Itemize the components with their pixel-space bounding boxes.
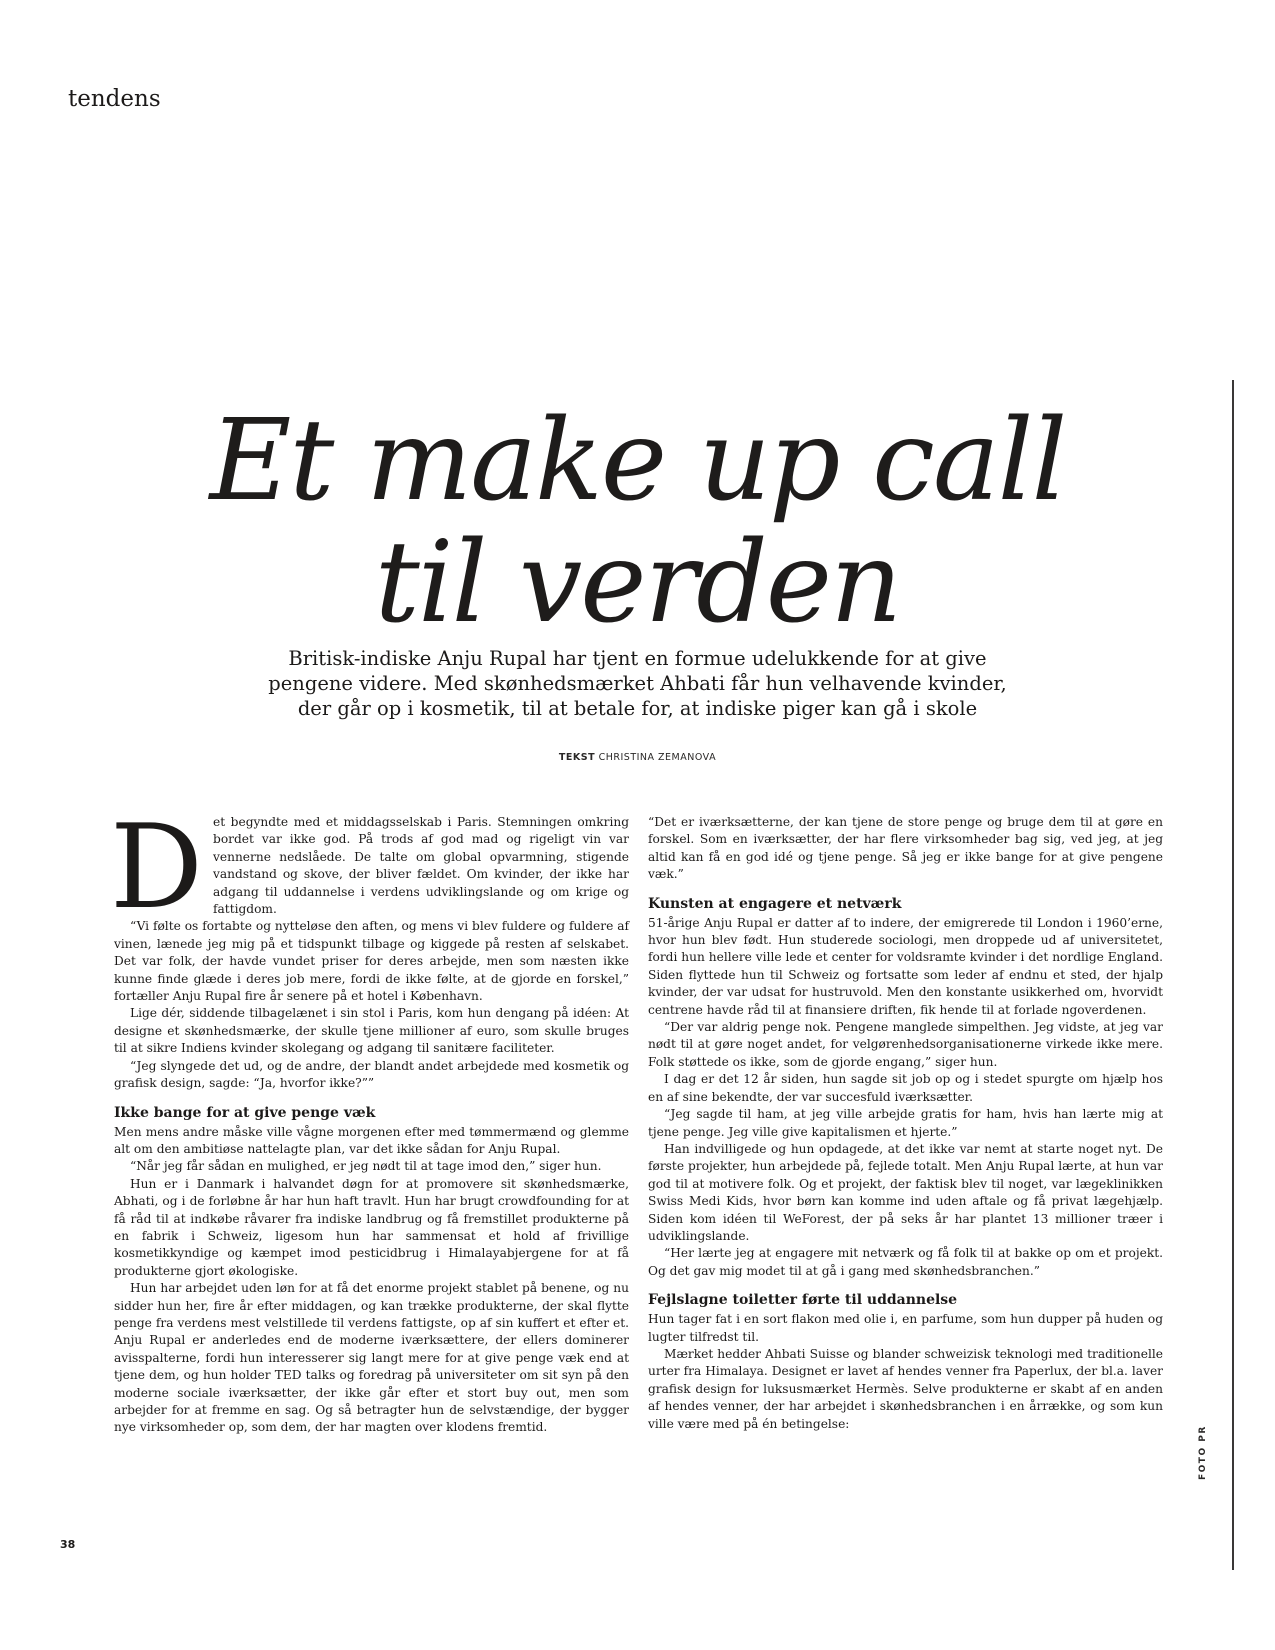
standfirst-line-3: der går op i kosmetik, til at betale for, at indiske piger kan gå i skole xyxy=(297,697,978,720)
subheading: Fejlslagne toiletter førte til uddannelse xyxy=(648,1292,958,1309)
headline-line-1: Et make up call xyxy=(209,396,1066,526)
article-paragraph: Hun er i Danmark i halvandet døgn for at promovere sit skønhedsmærke, Abhati, og i de forløbne år har hun haft travlt. Hun har brugt crowdfounding for at få råd til at indkøbe råvarer fra indiske landbrug og få fremstillet produkterne på en fabrik i Schweiz, ligesom hun har sammensat et hold af frivillige kosmetikkyndige og kæmpet imod pesticidbrug i Himalayabjergene for at få produkterne gjort økologiske. xyxy=(114,1176,629,1278)
article-paragraph: Han indvilligede og hun opdagede, at det ikke var nemt at starte noget nyt. De første projekter, hun arbejdede på, fejlede totalt. Men Anju Rupal lærte, at hun var god til at motivere folk. Og et projekt, der faktisk blev til noget, var lægeklinikken Swiss Medi Kids, hvor børn kan komme ind uden aftale og få privat lægehjælp. Siden kom idéen til WeForest, der på seks år har plantet 13 millioner træer i udviklingslande. xyxy=(648,1141,1163,1243)
article-paragraph: “Der var aldrig penge nok. Pengene manglede simpelthen. Jeg vidste, at jeg var nødt til at gøre noget andet, for velgørenhedsorganisationerne virkede ikke mere. Folk støttede os ikke, som de gjorde engang,” siger hun. xyxy=(648,1020,1163,1069)
byline-author: CHRISTINA ZEMANOVA xyxy=(598,752,717,763)
article-column-left xyxy=(110,800,629,1437)
article-paragraph: Men mens andre måske ville vågne morgenen efter med tømmermænd og glemme alt om den ambitiøse nattelagte plan, var det ikke sådan for Anju Rupal. xyxy=(114,1124,629,1156)
article-paragraph: “Jeg slyngede det ud, og de andre, der blandt andet arbejdede med kosmetik og grafisk design, sagde: “Ja, hvorfor ikke?”” xyxy=(114,1058,629,1091)
article-paragraph: “Når jeg får sådan en mulighed, er jeg nødt til at tage imod den,” siger hun. xyxy=(130,1159,602,1174)
subheading: Kunsten at engagere et netværk xyxy=(648,895,902,912)
article-paragraph xyxy=(110,800,629,935)
article-paragraph: Hun tager fat i en sort flakon med olie i, en parfume, som hun dupper på huden og lugter tilfredst til. xyxy=(648,1312,1163,1344)
article-paragraph: 51-årige Anju Rupal er datter af to indere, der emigrerede til London i 1960’erne, hvor hun blev født. Hun studerede sociologi, men droppede ud af universitetet, fordi hun hellere ville lede et center for voldsramte kvinder i det nordlige England. Siden flyttede hun til Schweiz og fortsatte som leder af endnu et sted, der hjalp kvinder, der var udsat for hustruvold. Men den konstante usikkerhed om, hvorvidt centrene havde råd til at finansiere driften, fik hende til at forlade ngoverdenen. xyxy=(648,915,1163,1017)
headline-line-2: til verden xyxy=(374,518,901,648)
byline-label: TEKST xyxy=(558,752,596,763)
subheading: Ikke bange for at give penge væk xyxy=(114,1104,376,1121)
page-number: 38 xyxy=(60,1538,76,1551)
article-paragraph: Lige dér, siddende tilbagelænet i sin stol i Paris, kom hun dengang på idéen: At designe et skønhedsmærke, der skulle tjene millioner af euro, som skulle bruges til at sikre Indiens kvinder skolegang og adgang til sanitære faciliteter. xyxy=(114,1006,629,1056)
standfirst xyxy=(0,646,1275,721)
article-paragraph: “Jeg sagde til ham, at jeg ville arbejde gratis for ham, hvis han lærte mig at tjene penge. Jeg ville give kapitalismen et hjerte.” xyxy=(648,1107,1163,1139)
article-paragraph: “Her lærte jeg at engagere mit netværk og få folk til at bakke op om et projekt. Og det gav mig modet til at gå i gang med skønhedsbranchen.” xyxy=(648,1246,1163,1278)
page-edge-rule xyxy=(1232,380,1234,1570)
photo-credit: FOTO PR xyxy=(1198,1425,1208,1480)
article-column-right xyxy=(648,814,1163,1433)
paragraph-text: et begyndte med et middagsselskab i Paris. Stemningen omkring bordet var ikke god. På trods af god mad og rigeligt vin var vennerne nedslåede. De talte om global opvarmning, stigende vandstand og skove, der bliver fældet. Om kvinder, der ikke har adgang til uddannelse i verdens udviklingslande og om krige og fattigdom. xyxy=(213,815,629,917)
article-paragraph: Mærket hedder Ahbati Suisse og blander schweizisk teknologi med traditionelle urter fra Himalaya. Designet er lavet af hendes venner fra Paperlux, der bl.a. laver grafisk design for luksusmærket Hermès. Selve produkterne er skabt af en anden af hendes venner, der har arbejdet i skønhedsbranchen i en årrække, og som kun ville være med på én betingelse: xyxy=(648,1346,1163,1431)
article-paragraph: “Vi følte os fortabte og nytteløse den aften, og mens vi blev fuldere og fuldere af vinen, lænede jeg mig på et tidspunkt tilbage og kiggede på resten af selskabet. Det var folk, der havde vundet priser for deres arbejde, men som næsten ikke kunne finde glæde i deres job mere, fordi de ikke følte, at de gjorde en forskel,” fortæller Anju Rupal fire år senere på et hotel i København. xyxy=(114,919,629,1004)
drop-cap: D xyxy=(110,800,204,935)
standfirst-line-2: pengene videre. Med skønhedsmærket Ahbati får hun velhavende kvinder, xyxy=(268,672,1007,695)
article-paragraph: Hun har arbejdet uden løn for at få det enorme projekt stablet på benene, og nu sidder hun her, fire år efter middagen, og kan trække produkterne, der skal flytte penge fra verdens mest velstillede til verdens fattigste, op af sin kuffert et efter et. Anju Rupal er anderledes end de moderne iværksættere, der ellers dominerer avisspalterne, fordi hun interesserer sig langt mere for at give penge væk end at tjene dem, og hun holder TED talks og foredrag på universiteter om sit syn på den moderne sociale iværksætter, der ikke går efter et stort buy out, men som arbejder for at fremme en sag. Og så betragter hun de selvstændige, der bygger nye virksomheder op, som dem, der har magten over klodens fremtid. xyxy=(114,1281,629,1435)
section-label: tendens xyxy=(68,86,161,112)
article-paragraph: “Det er iværksætterne, der kan tjene de store penge og bruge dem til at gøre en forskel. Som en iværksætter, der har flere virksomheder bag sig, ved jeg, at jeg altid kan få en god idé og tjene penge. Så jeg er ikke bange for at give pengene væk.” xyxy=(648,815,1163,882)
headline xyxy=(0,396,1275,648)
standfirst-line-1: Britisk-indiske Anju Rupal har tjent en formue udelukkende for at give xyxy=(288,647,987,670)
article-paragraph: I dag er det 12 år siden, hun sagde sit job op og i stedet spurgte om hjælp hos en af sine bekendte, der var succesfuld iværksætter. xyxy=(648,1072,1163,1104)
byline xyxy=(0,752,1275,763)
